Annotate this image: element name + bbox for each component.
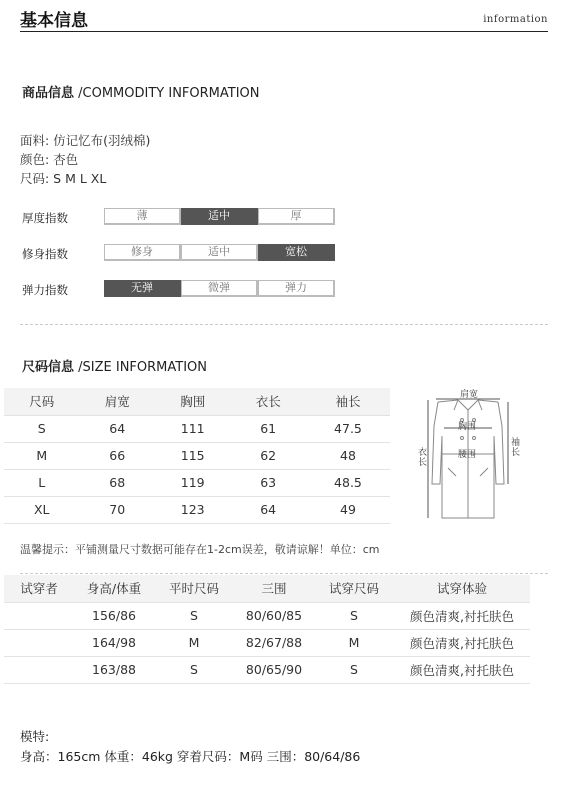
try-on-cell: 163/88 (74, 656, 154, 683)
page-subtitle: information (483, 14, 548, 25)
try-on-cell (4, 656, 74, 683)
size-header-cell: 胸围 (155, 388, 230, 415)
size-cell: 64 (79, 415, 154, 442)
size-table (4, 388, 390, 524)
size-section-title (22, 356, 207, 375)
size-header-cell: 尺码 (4, 388, 79, 415)
try-on-cell: 颜色清爽,衬托肤色 (394, 629, 530, 656)
try-on-cell: S (154, 602, 234, 629)
header-divider (20, 31, 548, 32)
try-on-row (4, 629, 530, 656)
section-divider (20, 324, 548, 325)
model-details: 身高：165cm 体重：46kg 穿着尺码：M码 三围：80/64/86 (20, 749, 361, 764)
try-on-table-header (4, 575, 530, 602)
elasticity-index-label: 弹力指数 (22, 283, 68, 297)
fit-option: 适中 (181, 244, 258, 261)
section-divider (20, 573, 548, 574)
size-header-cell: 肩宽 (79, 388, 154, 415)
size-header-cell: 衣长 (230, 388, 305, 415)
try-on-cell: S (314, 656, 394, 683)
thickness-option-selected: 适中 (181, 208, 258, 225)
elasticity-option: 微弹 (181, 280, 258, 297)
size-cell: 66 (79, 442, 154, 469)
try-on-header-cell: 平时尺码 (154, 575, 234, 602)
size-table-row (4, 442, 390, 469)
fit-option-selected: 宽松 (258, 244, 335, 261)
size-cell: 47.5 (306, 415, 390, 442)
size-cell: 62 (230, 442, 305, 469)
try-on-cell: 80/65/90 (234, 656, 314, 683)
try-on-cell: M (314, 629, 394, 656)
size-cell: 70 (79, 496, 154, 523)
diagram-label-shoulder: 肩宽 (460, 390, 479, 400)
diagram-label-waist: 腰围 (458, 450, 477, 460)
diagram-label-length: 衣长 (418, 448, 428, 468)
try-on-cell: 156/86 (74, 602, 154, 629)
thickness-index-scale (104, 208, 335, 225)
try-on-cell: 颜色清爽,衬托肤色 (394, 656, 530, 683)
size-header-cell: 袖长 (306, 388, 390, 415)
try-on-row (4, 602, 530, 629)
size-cell: 48.5 (306, 469, 390, 496)
try-on-header-cell: 试穿尺码 (314, 575, 394, 602)
try-on-cell: S (154, 656, 234, 683)
size-cell: 68 (79, 469, 154, 496)
color-info: 颜色: 杏色 (20, 152, 79, 167)
fit-index-scale (104, 244, 335, 261)
size-table-row (4, 415, 390, 442)
thickness-option: 薄 (104, 208, 181, 225)
try-on-cell: 80/60/85 (234, 602, 314, 629)
fit-option: 修身 (104, 244, 181, 261)
try-on-cell: 82/67/88 (234, 629, 314, 656)
size-cell: 49 (306, 496, 390, 523)
size-title-cn: 尺码信息 (22, 360, 75, 375)
commodity-title-en: /COMMODITY INFORMATION (78, 86, 260, 101)
try-on-table (4, 575, 530, 684)
try-on-header-cell: 三围 (234, 575, 314, 602)
model-label: 模特: (20, 729, 50, 744)
size-cell: 123 (155, 496, 230, 523)
elasticity-option-selected: 无弹 (104, 280, 181, 297)
size-table-header (4, 388, 390, 415)
thickness-option: 厚 (258, 208, 335, 225)
size-cell: S (4, 415, 79, 442)
size-cell: XL (4, 496, 79, 523)
size-table-row (4, 469, 390, 496)
try-on-header-cell: 身高/体重 (74, 575, 154, 602)
fabric-info: 面料: 仿记忆布(羽绒棉) (20, 133, 151, 148)
size-cell: 63 (230, 469, 305, 496)
try-on-cell (4, 602, 74, 629)
page-title: 基本信息 (20, 11, 88, 31)
commodity-section-title (22, 82, 260, 101)
commodity-title-cn: 商品信息 (22, 86, 75, 101)
diagram-label-chest: 胸围 (458, 422, 477, 432)
size-cell: 61 (230, 415, 305, 442)
size-cell: 115 (155, 442, 230, 469)
try-on-header-cell: 试穿者 (4, 575, 74, 602)
size-cell: L (4, 469, 79, 496)
size-cell: 111 (155, 415, 230, 442)
measurement-note: 温馨提示：平铺测量尺寸数据可能存在1-2cm误差，敬请谅解！单位：cm (20, 543, 380, 556)
size-options-info: 尺码: S M L XL (20, 171, 107, 186)
try-on-header-cell: 试穿体验 (394, 575, 530, 602)
try-on-cell (4, 629, 74, 656)
try-on-cell: M (154, 629, 234, 656)
size-table-row (4, 496, 390, 523)
try-on-cell: S (314, 602, 394, 629)
try-on-cell: 颜色清爽,衬托肤色 (394, 602, 530, 629)
size-cell: M (4, 442, 79, 469)
size-cell: 48 (306, 442, 390, 469)
size-cell: 119 (155, 469, 230, 496)
diagram-label-sleeve: 袖长 (511, 438, 521, 458)
size-title-en: /SIZE INFORMATION (78, 360, 208, 375)
fit-index-label: 修身指数 (22, 247, 68, 261)
thickness-index-label: 厚度指数 (22, 211, 68, 225)
elasticity-option: 弹力 (258, 280, 335, 297)
elasticity-index-scale (104, 280, 335, 297)
try-on-cell: 164/98 (74, 629, 154, 656)
size-cell: 64 (230, 496, 305, 523)
try-on-row (4, 656, 530, 683)
coat-measurement-diagram (414, 386, 526, 520)
